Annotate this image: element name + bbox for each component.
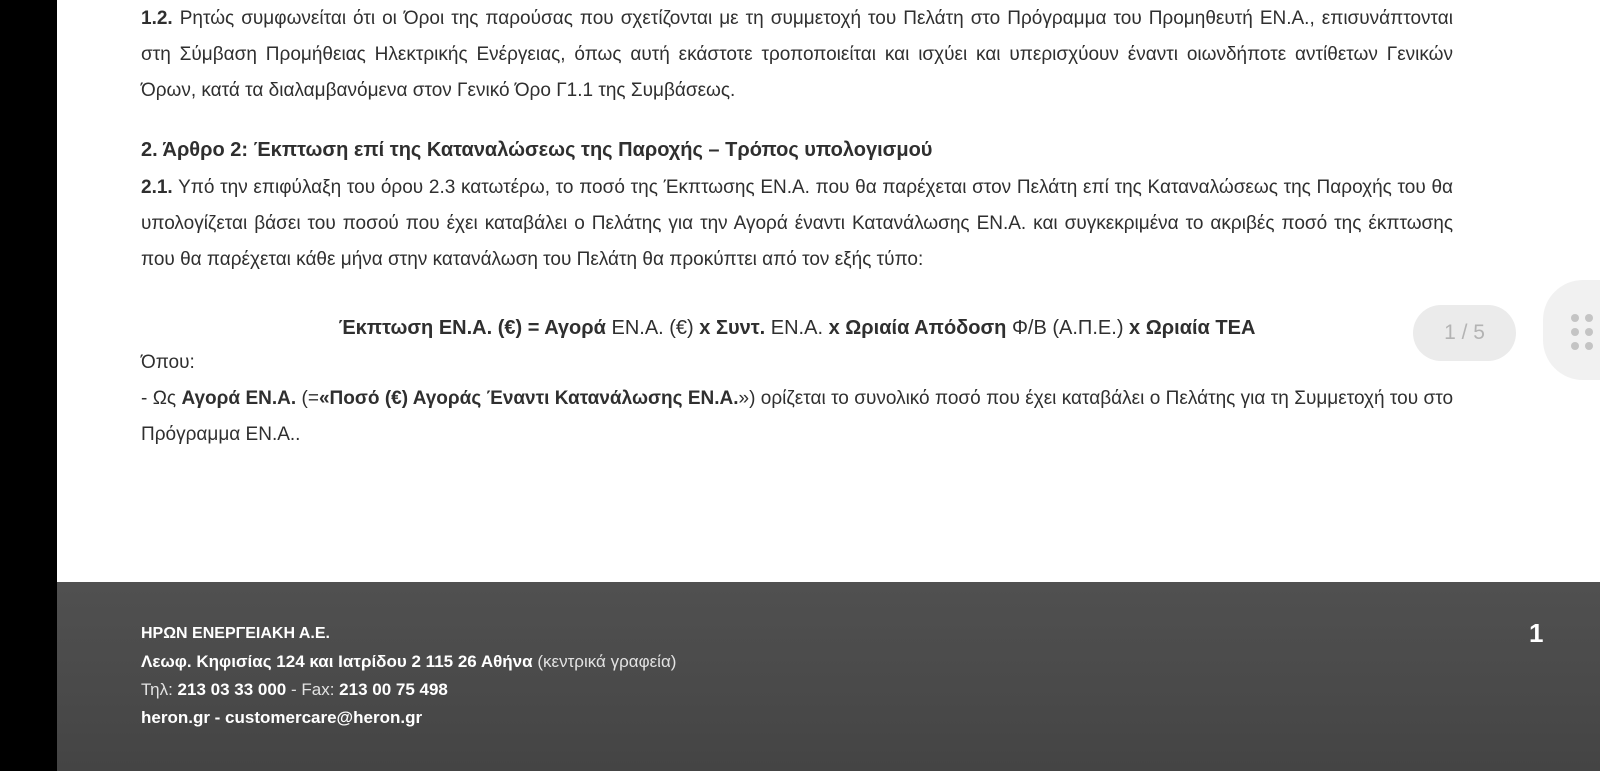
section-1-2-paragraph — [141, 1, 1453, 109]
formula-part-3: x Συντ. — [699, 317, 766, 339]
formula-part-6: Φ/Β (Α.Π.Ε.) — [1006, 317, 1130, 339]
formula-part-1: Έκπτωση ΕΝ.Α. (€) = Αγορά — [338, 317, 606, 339]
article-2-heading: 2. Άρθρο 2: Έκπτωση επί της Καταναλώσεως της Παροχής – Τρόπος υπολογισμού — [141, 139, 933, 161]
document-footer — [57, 582, 1600, 771]
footer-fax-label: - Fax: — [286, 680, 340, 699]
document-page — [57, 0, 1600, 771]
footer-address: Λεωφ. Κηφισίας 124 και Ιατρίδου 2 115 26 Αθήνα — [141, 652, 533, 671]
footer-company-name: ΗΡΩΝ ΕΝΕΡΓΕΙΑΚΗ Α.Ε. — [141, 625, 330, 642]
definition-mid: (= — [296, 388, 319, 409]
footer-contact-block — [141, 620, 676, 732]
section-2-1-paragraph — [141, 170, 1453, 278]
definition-term-1: Αγορά ΕΝ.Α. — [181, 388, 297, 409]
definition-term-2: «Ποσό (€) Αγοράς Έναντι Κατανάλωσης ΕΝ.Α. — [318, 388, 739, 409]
footer-phone-line — [141, 676, 676, 704]
formula-part-5: x Ωριαία Απόδοση — [828, 317, 1007, 339]
section-2-1-number: 2.1. — [141, 177, 173, 198]
section-1-2-number: 1.2. — [141, 8, 173, 29]
definition-prefix: - Ως — [141, 388, 182, 409]
footer-tel: 213 03 33 000 — [177, 680, 287, 699]
section-1-2-text: Ρητώς συμφωνείται ότι οι Όροι της παρούσας που σχετίζονται με τη συμμετοχή του Πελάτη στο Πρόγραμμα του Προμηθευτή ΕΝ.Α., επισυνάπτονται στη Σύμβαση Προμήθειας Ηλεκτρικής Ενέργειας, όπως αυτή εκάστοτε τροποποιείται και ισχύει και υπερισχύουν έναντι οιωνδήποτε αντίθετων Γενικών Όρων, κατά τα διαλαμβανόμενα στον Γενικό Όρο Γ1.1 της Συμβάσεως. — [141, 8, 1453, 101]
footer-fax: 213 00 75 498 — [339, 680, 448, 699]
footer-address-line — [141, 648, 676, 676]
footer-web-email: heron.gr - customercare@heron.gr — [141, 708, 423, 727]
page-indicator: 1 / 5 — [1413, 305, 1516, 361]
definition-suffix: ») ορίζεται το συνολικό ποσό που έχει καταβάλει ο Πελάτης για τη Συμμετοχή του στο Πρόγραμμα ΕΝ.Α.. — [141, 388, 1454, 445]
formula-part-2: ΕΝ.Α. (€) — [605, 317, 700, 339]
footer-address-note: (κεντρικά γραφεία) — [537, 652, 677, 671]
where-label: Όπου: — [141, 352, 195, 373]
footer-tel-label: Τηλ: — [141, 680, 178, 699]
formula-part-7: x Ωριαία ΤΕΑ — [1129, 317, 1256, 339]
grip-dots-icon[interactable] — [1571, 314, 1595, 350]
discount-formula — [141, 310, 1453, 346]
formula-part-4: ΕΝ.Α. — [765, 317, 829, 339]
definition-paragraph — [141, 381, 1453, 453]
section-2-1-text: Υπό την επιφύλαξη του όρου 2.3 κατωτέρω, το ποσό της Έκπτωσης ΕΝ.Α. που θα παρέχεται στον Πελάτη επί της Καταναλώσεως της Παροχής του θα υπολογίζεται βάσει του ποσού που έχει καταβάλει ο Πελάτης για την Αγορά έναντι Κατανάλωσης ΕΝ.Α. και συγκεκριμένα το ακριβές ποσό της έκπτωσης που θα παρέχεται κάθε μήνα στην κατανάλωση του Πελάτη θα προκύπτει από τον εξής τύπο: — [141, 177, 1453, 270]
footer-page-number: 1 — [1529, 618, 1544, 648]
